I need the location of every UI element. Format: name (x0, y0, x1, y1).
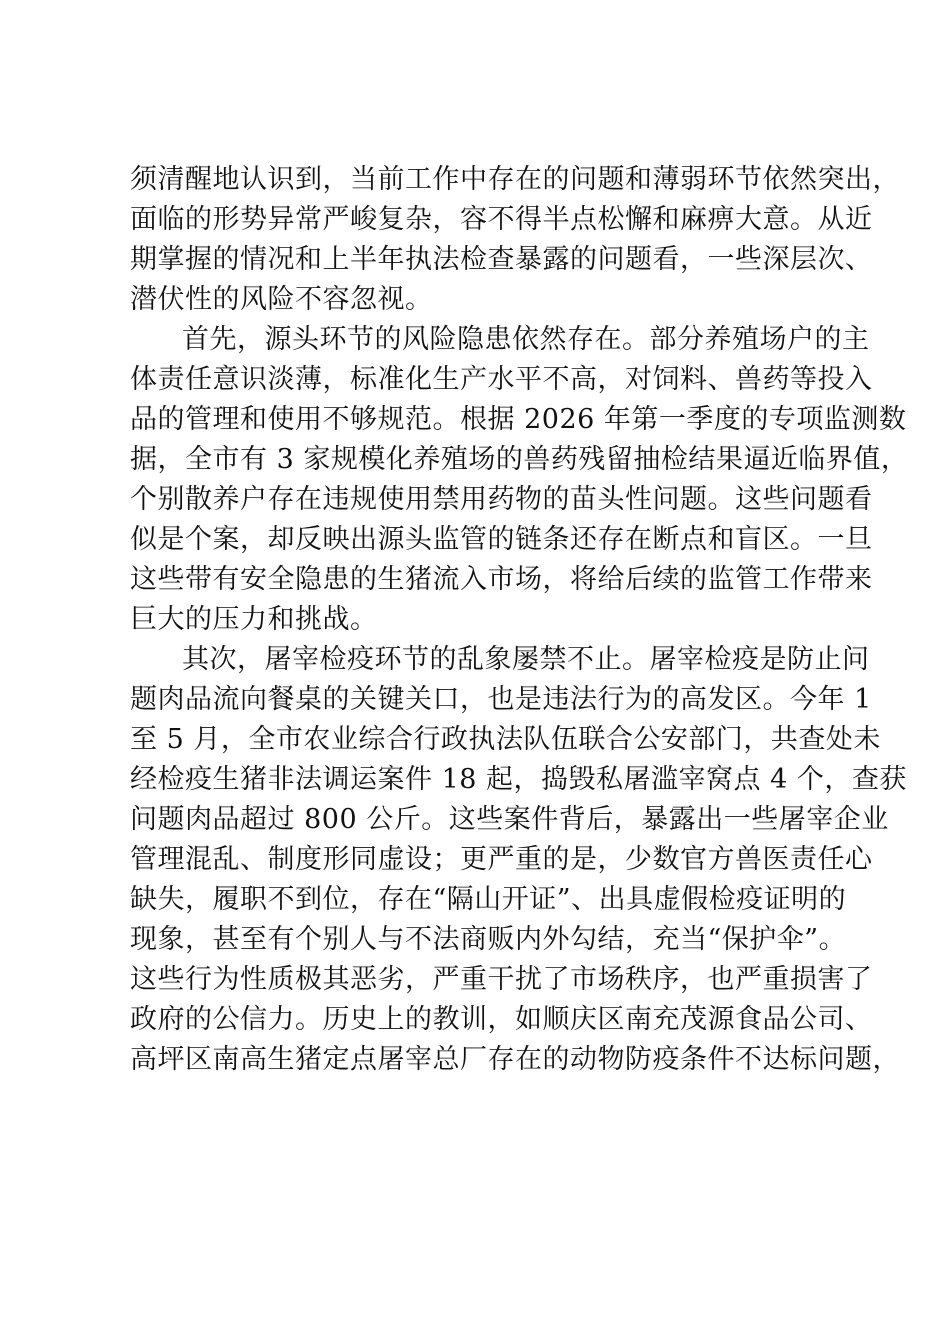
text-line: 问题肉品超过 800 公斤。这些案件背后，暴露出一些屠宰企业 (130, 804, 889, 835)
text-line: 品的管理和使用不够规范。根据 2026 年第一季度的专项监测数 (130, 404, 907, 435)
text-line: 管理混乱、制度形同虚设；更严重的是，少数官方兽医责任心 (130, 844, 873, 875)
text-line: 高坪区南高生猪定点屠宰总厂存在的动物防疫条件不达标问题， (130, 1044, 900, 1075)
text-line: 现象，甚至有个别人与不法商贩内外勾结，充当“保护伞”。 (130, 924, 847, 955)
text-line: 政府的公信力。历史上的教训，如顺庆区南充茂源食品公司、 (130, 1004, 873, 1035)
text-line: 这些带有安全隐患的生猪流入市场，将给后续的监管工作带来 (130, 564, 873, 595)
text-line: 至 5 月，全市农业综合行政执法队伍联合公安部门，共查处未 (130, 724, 881, 755)
text-line: 这些行为性质极其恶劣，严重干扰了市场秩序，也严重损害了 (130, 964, 873, 995)
text-line: 体责任意识淡薄，标准化生产水平不高，对饲料、兽药等投入 (130, 364, 873, 395)
text-line: 面临的形势异常严峻复杂，容不得半点松懈和麻痹大意。从近 (130, 204, 873, 235)
paragraph-first-line: 其次，屠宰检疫环节的乱象屡禁不止。屠宰检疫是防止问 (182, 644, 870, 675)
text-line: 期掌握的情况和上半年执法检查暴露的问题看，一些深层次、 (130, 244, 873, 275)
paragraph-first-line: 首先，源头环节的风险隐患依然存在。部分养殖场户的主 (182, 324, 870, 355)
text-line: 须清醒地认识到，当前工作中存在的问题和薄弱环节依然突出， (130, 164, 900, 195)
text-line: 经检疫生猪非法调运案件 18 起，捣毁私屠滥宰窝点 4 个，查获 (130, 764, 907, 795)
text-line: 似是个案，却反映出源头监管的链条还存在断点和盲区。一旦 (130, 524, 873, 555)
document-body (130, 160, 909, 1080)
text-line: 潜伏性的风险不容忽视。 (130, 284, 433, 315)
text-line: 题肉品流向餐桌的关键关口，也是违法行为的高发区。今年 1 (130, 684, 872, 715)
text-line: 据，全市有 3 家规模化养殖场的兽药残留抽检结果逼近临界值， (130, 444, 909, 475)
text-line: 缺失，履职不到位，存在“隔山开证”、出具虚假检疫证明的 (130, 884, 847, 915)
text-line: 巨大的压力和挑战。 (130, 604, 378, 635)
text-line: 个别散养户存在违规使用禁用药物的苗头性问题。这些问题看 (130, 484, 873, 515)
